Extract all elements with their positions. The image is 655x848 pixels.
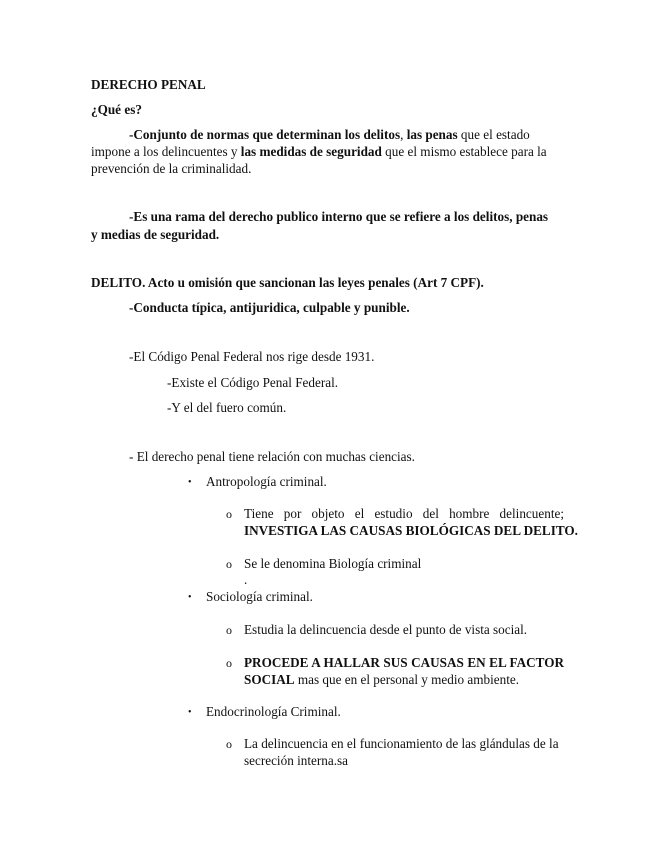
sub-bullet-2-2: o <box>226 656 232 670</box>
definition-2-line-1: -Es una rama del derecho publico interno que se refiere a los delitos, penas <box>129 209 549 224</box>
codigo-line-3: -Y el del fuero común. <box>167 400 287 415</box>
endocrinologia-sub-1-line-1: La delincuencia en el funcionamiento de las glándulas de la <box>244 736 559 751</box>
antropologia-sub-2-line-1: Se le denomina Biología criminal <box>244 556 422 571</box>
ciencia-endocrinologia: Endocrinología Criminal. <box>206 704 341 719</box>
ciencia-antropologia: Antropología criminal. <box>206 474 327 489</box>
codigo-line-2: -Existe el Código Penal Federal. <box>167 375 339 390</box>
document-title: DERECHO PENAL <box>91 77 206 92</box>
antropologia-sub-1-line-2: INVESTIGA LAS CAUSAS BIOLÓGICAS DEL DELITO. <box>244 523 578 538</box>
sub-bullet-1-2: o <box>226 557 232 571</box>
sub-bullet-3-1: o <box>226 737 232 751</box>
question-heading: ¿Qué es? <box>91 102 142 117</box>
sociologia-sub-2-line-1: PROCEDE A HALLAR SUS CAUSAS EN EL FACTOR <box>244 655 564 670</box>
bullet-2: • <box>188 592 192 603</box>
def1-line2-a: impone a los delincuentes y <box>91 144 241 159</box>
definition-1-line-1 <box>129 126 530 143</box>
def1-line2-b: que el mismo establece para la <box>381 144 547 159</box>
sociologia-social-word: SOCIAL <box>244 672 295 687</box>
sub-bullet-2-1: o <box>226 623 232 637</box>
ciencia-sociologia: Sociología criminal. <box>206 589 313 604</box>
sociologia-sub-2-line-2 <box>244 671 519 688</box>
antropologia-sub-1-line-1: Tiene por objeto el estudio del hombre delincuente; <box>244 506 564 521</box>
sociologia-sub-2-rest: mas que en el personal y medio ambiente. <box>294 672 520 687</box>
definition-1-line-2 <box>91 143 547 160</box>
def1-rest: que el estado <box>457 127 530 142</box>
ciencias-intro: - El derecho penal tiene relación con muchas ciencias. <box>129 449 415 464</box>
delito-definition: DELITO. Acto u omisión que sancionan las leyes penales (Art 7 CPF). <box>91 275 484 290</box>
sociologia-sub-1-line-1: Estudia la delincuencia desde el punto de vista social. <box>244 622 528 637</box>
endocrinologia-sub-1-line-2: secreción interna.sa <box>244 753 348 768</box>
def1-penas: las penas <box>406 127 458 142</box>
definition-1-line-3: prevención de la criminalidad. <box>91 161 252 176</box>
bullet-1: • <box>188 477 192 488</box>
antropologia-sub-2-line-2: . <box>244 572 248 587</box>
definition-2-line-2: y medias de seguridad. <box>91 227 220 242</box>
codigo-line-1: -El Código Penal Federal nos rige desde 1931. <box>129 349 375 364</box>
delito-characteristics: -Conducta típica, antijuridica, culpable y punible. <box>129 300 410 315</box>
def1-bold-start: -Conjunto de normas que determinan los delitos <box>129 127 401 142</box>
bullet-3: • <box>188 707 192 718</box>
def1-comma: , <box>400 127 407 142</box>
sub-bullet-1-1: o <box>226 507 232 521</box>
def1-medidas: las medidas de seguridad <box>240 144 382 159</box>
